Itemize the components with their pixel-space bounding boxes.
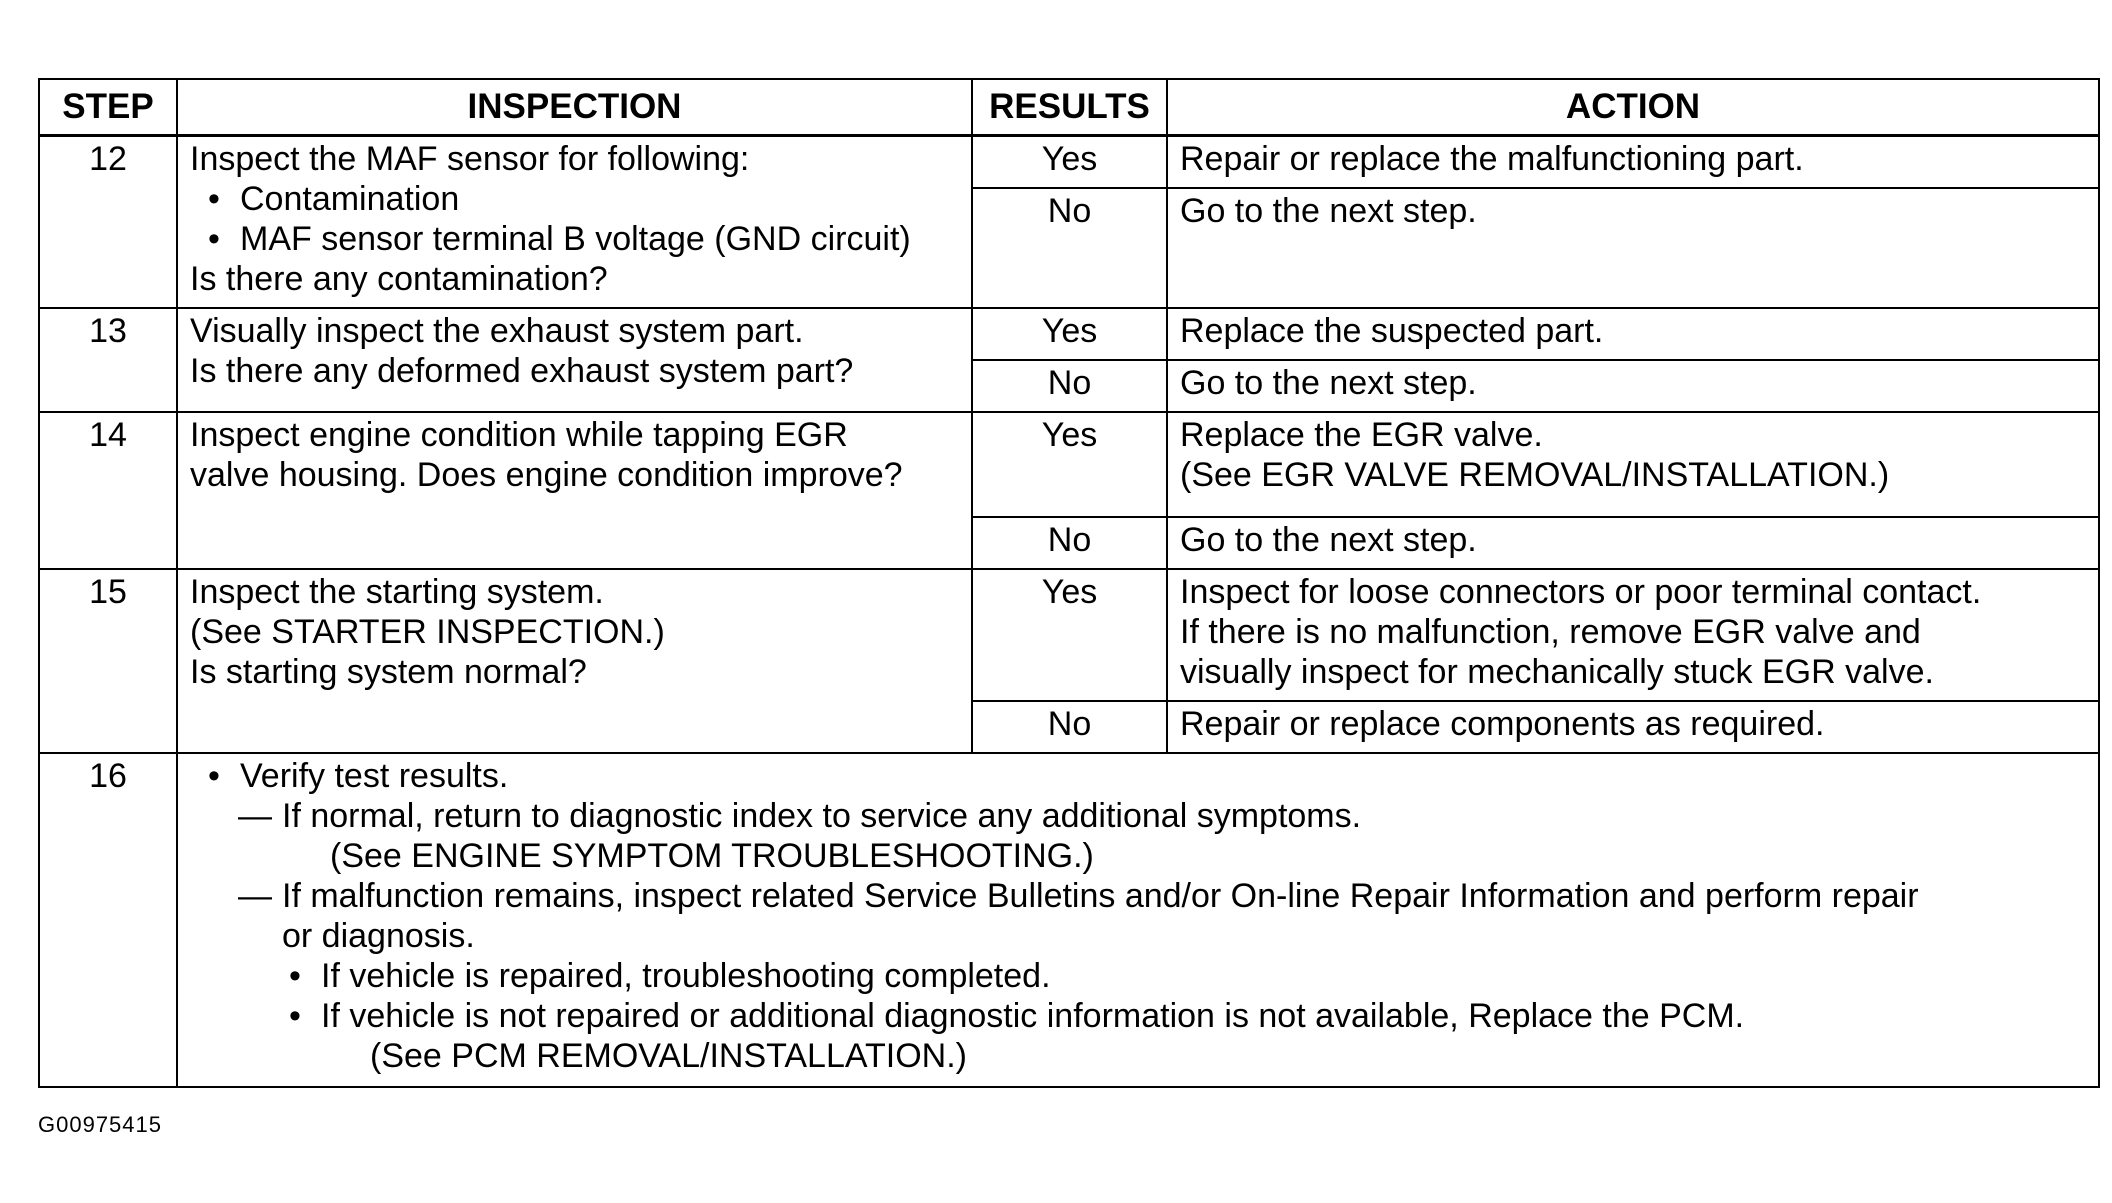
verify-bullet: • Verify test results. bbox=[190, 756, 2086, 796]
header-results: RESULTS bbox=[972, 79, 1167, 136]
action-text: Replace the suspected part. bbox=[1180, 311, 1604, 350]
table-row bbox=[39, 136, 2099, 188]
action-text: Go to the next step. bbox=[1180, 363, 1477, 402]
result-yes: Yes bbox=[972, 412, 1167, 517]
table-header-row bbox=[39, 79, 2099, 136]
inspection-text: Inspect the MAF sensor for following: bbox=[190, 140, 750, 178]
action-text: Go to the next step. bbox=[1180, 520, 1477, 559]
inspection-bullet: • MAF sensor terminal B voltage (GND circuit) bbox=[190, 219, 959, 259]
action-cell bbox=[1167, 188, 2099, 308]
malfunction-dash-item: — If malfunction remains, inspect related Service Bulletins and/or On-line Repair Information and perform repair bbox=[190, 876, 2086, 916]
step-number: 15 bbox=[39, 569, 177, 753]
inspection-reference: (See STARTER INSPECTION.) bbox=[190, 612, 665, 651]
normal-dash-item: — If normal, return to diagnostic index to service any additional symptoms. bbox=[190, 796, 2086, 836]
action-text: visually inspect for mechanically stuck EGR valve. bbox=[1180, 652, 1934, 691]
inspection-bullet: • Contamination bbox=[190, 179, 959, 219]
inspection-question: Is starting system normal? bbox=[190, 652, 587, 691]
inspection-question: valve housing. Does engine condition improve? bbox=[190, 455, 903, 494]
step-number: 12 bbox=[39, 136, 177, 308]
action-cell bbox=[1167, 701, 2099, 753]
header-step: STEP bbox=[39, 79, 177, 136]
not-repaired-bullet: • If vehicle is not repaired or additional diagnostic information is not available, Replace the PCM. bbox=[190, 996, 2086, 1036]
result-no: No bbox=[972, 360, 1167, 412]
inspection-cell bbox=[177, 569, 972, 753]
action-text: Go to the next step. bbox=[1180, 191, 1477, 230]
action-cell bbox=[1167, 569, 2099, 701]
header-action: ACTION bbox=[1167, 79, 2099, 136]
result-yes: Yes bbox=[972, 569, 1167, 701]
inspection-cell bbox=[177, 308, 972, 412]
action-cell bbox=[1167, 517, 2099, 569]
action-text: Inspect for loose connectors or poor terminal contact. bbox=[1180, 572, 1982, 611]
step-number: 16 bbox=[39, 753, 177, 1087]
action-cell bbox=[1167, 360, 2099, 412]
inspection-question: Is there any contamination? bbox=[190, 260, 608, 298]
inspection-cell bbox=[177, 412, 972, 569]
table-row bbox=[39, 569, 2099, 701]
action-cell bbox=[1167, 412, 2099, 517]
result-yes: Yes bbox=[972, 136, 1167, 188]
inspection-text: Inspect the starting system. bbox=[190, 572, 604, 611]
step-number: 14 bbox=[39, 412, 177, 569]
action-reference: (See EGR VALVE REMOVAL/INSTALLATION.) bbox=[1180, 455, 1890, 494]
repaired-bullet: • If vehicle is repaired, troubleshooting completed. bbox=[190, 956, 2086, 996]
pcm-reference: (See PCM REMOVAL/INSTALLATION.) bbox=[370, 1036, 968, 1075]
step-number: 13 bbox=[39, 308, 177, 412]
action-text: If there is no malfunction, remove EGR valve and bbox=[1180, 612, 1921, 651]
step-16-body bbox=[177, 753, 2099, 1087]
action-text: Repair or replace the malfunctioning part. bbox=[1180, 140, 1804, 178]
header-inspection: INSPECTION bbox=[177, 79, 972, 136]
result-no: No bbox=[972, 188, 1167, 308]
table-row bbox=[39, 308, 2099, 360]
diagnostic-table-container bbox=[38, 78, 2100, 1088]
figure-id: G00975415 bbox=[38, 1112, 162, 1137]
malfunction-continuation: or diagnosis. bbox=[282, 916, 475, 955]
action-cell bbox=[1167, 308, 2099, 360]
normal-reference: (See ENGINE SYMPTOM TROUBLESHOOTING.) bbox=[330, 836, 1094, 875]
action-cell bbox=[1167, 136, 2099, 188]
result-yes: Yes bbox=[972, 308, 1167, 360]
table-row bbox=[39, 412, 2099, 517]
action-text: Replace the EGR valve. bbox=[1180, 415, 1543, 454]
inspection-cell bbox=[177, 136, 972, 308]
result-no: No bbox=[972, 517, 1167, 569]
inspection-text: Visually inspect the exhaust system part. bbox=[190, 311, 804, 350]
result-no: No bbox=[972, 701, 1167, 753]
action-text: Repair or replace components as required. bbox=[1180, 704, 1825, 743]
table-row bbox=[39, 753, 2099, 1087]
diagnostic-procedure-table bbox=[38, 78, 2100, 1088]
inspection-text: Inspect engine condition while tapping EGR bbox=[190, 415, 848, 454]
inspection-question: Is there any deformed exhaust system part? bbox=[190, 351, 854, 390]
